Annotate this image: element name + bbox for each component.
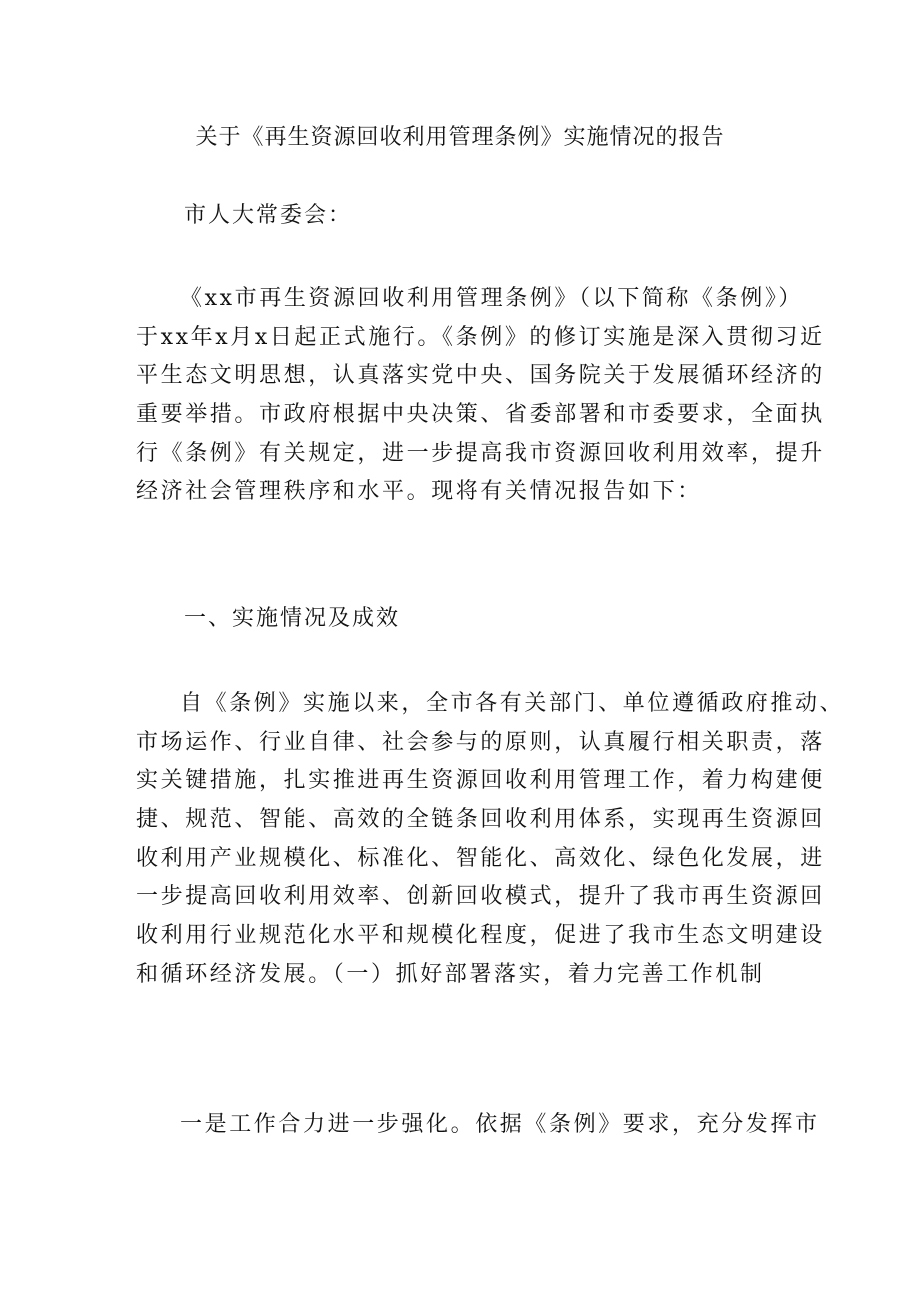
paragraph-line: 一步提高回收利用效率、创新回收模式，提升了我市再生资源回 [136, 884, 825, 910]
paragraph-line: 收利用行业规范化水平和规模化程度，促进了我市生态文明建设 [136, 923, 825, 949]
paragraph-line: 实关键措施，扎实推进再生资源回收利用管理工作，着力构建便 [136, 768, 825, 794]
paragraph-line: 《xx市再生资源回收利用管理条例》（以下简称《条例》） [180, 286, 804, 311]
paragraph-line: 自《条例》实施以来，全市各有关部门、单位遵循政府推动、 [180, 691, 845, 716]
paragraph-line: 和循环经济发展。（一）抓好部署落实，着力完善工作机制 [136, 961, 765, 987]
subsection-paragraph [136, 1106, 820, 1145]
salutation: 市人大常委会： [184, 203, 353, 228]
paragraph-line: 市场运作、行业自律、社会参与的原则，认真履行相关职责，落 [136, 729, 825, 755]
intro-paragraph [136, 280, 825, 512]
document-title: 关于《再生资源回收利用管理条例》实施情况的报告 [195, 125, 725, 150]
section-paragraph [136, 685, 845, 995]
paragraph-line: 平生态文明思想，认真落实党中央、国务院关于发展循环经济的 [136, 363, 825, 389]
paragraph-line: 于xx年x月x日起正式施行。《条例》的修订实施是深入贯彻习近 [136, 324, 825, 350]
section-heading: 一、实施情况及成效 [184, 606, 401, 631]
paragraph-line: 捷、规范、智能、高效的全链条回收利用体系，实现再生资源回 [136, 807, 825, 833]
paragraph-line: 经济社会管理秩序和水平。现将有关情况报告如下： [136, 479, 702, 505]
paragraph-line: 一是工作合力进一步强化。依据《条例》要求，充分发挥市 [180, 1112, 820, 1137]
paragraph-line: 行《条例》有关规定，进一步提高我市资源回收利用效率，提升 [136, 440, 825, 466]
paragraph-line: 重要举措。市政府根据中央决策、省委部署和市委要求，全面执 [136, 402, 825, 428]
paragraph-line: 收利用产业规模化、标准化、智能化、高效化、绿色化发展，进 [136, 845, 825, 871]
